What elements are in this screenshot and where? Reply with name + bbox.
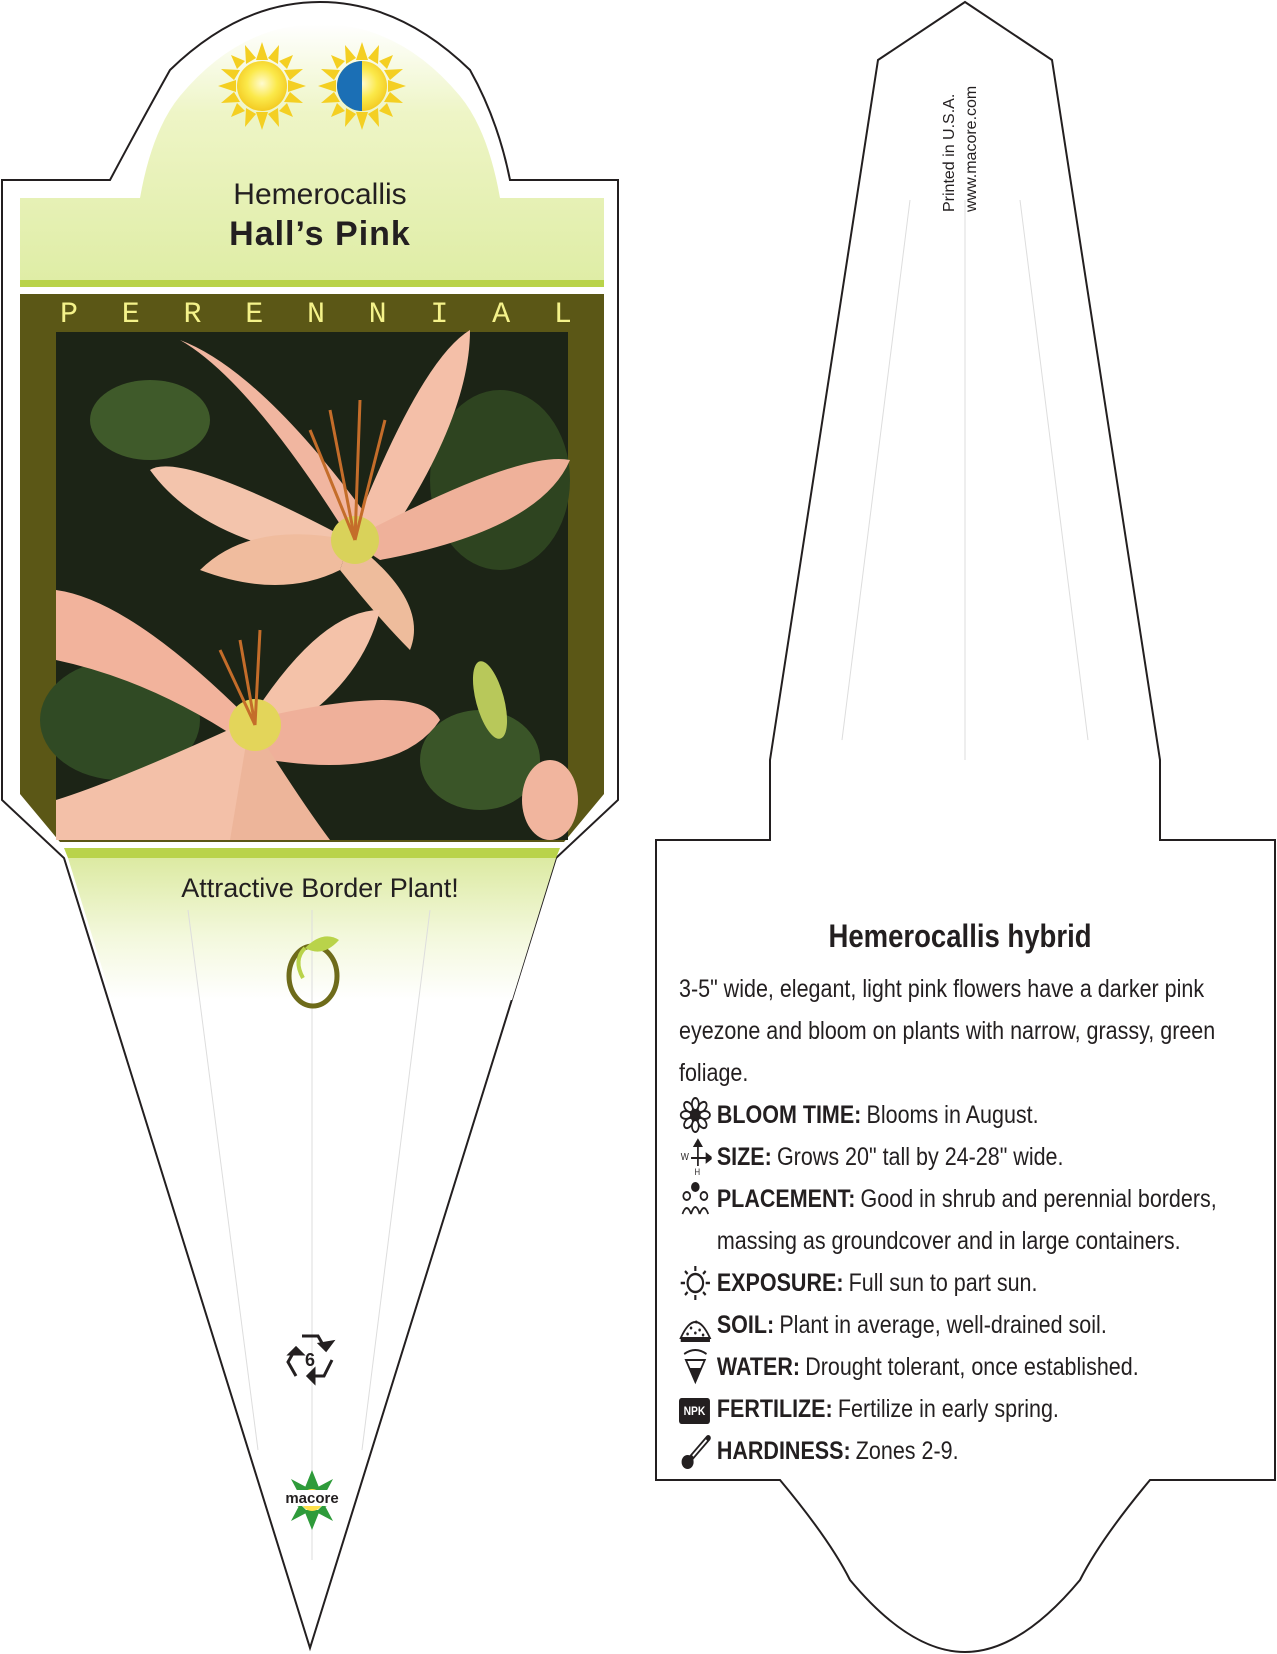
size-arrows-icon: [679, 1138, 712, 1176]
npk-badge: NPK: [679, 1398, 710, 1424]
care-text: Fertilize in early spring.: [837, 1395, 1059, 1423]
care-row-water: [679, 1346, 1255, 1388]
care-label: EXPOSURE:: [716, 1269, 844, 1297]
care-row-soil: [679, 1304, 1255, 1346]
category-letter: N: [368, 298, 387, 332]
care-text: Good in shrub and perennial borders, massing as groundcover and in large containers.: [716, 1185, 1217, 1255]
botanical-name: Hemerocallis hybrid: [828, 918, 1092, 954]
category-letter: A: [492, 298, 511, 332]
care-row-exposure: [679, 1262, 1255, 1304]
category-letter: E: [245, 298, 264, 332]
genus-name: Hemerocallis: [233, 178, 407, 211]
category-letter: L: [553, 298, 572, 332]
care-label: HARDINESS:: [716, 1437, 851, 1465]
category-banner: [60, 298, 572, 332]
care-row-size: [679, 1136, 1255, 1178]
care-label: SOIL:: [716, 1311, 775, 1339]
care-label: PLACEMENT:: [716, 1185, 856, 1213]
care-label: WATER:: [716, 1353, 801, 1381]
npk-icon: [679, 1390, 712, 1428]
care-label: BLOOM TIME:: [716, 1101, 862, 1129]
care-text: Plant in average, well-drained soil.: [779, 1311, 1107, 1339]
care-text: Blooms in August.: [866, 1101, 1039, 1129]
thermometer-icon: [679, 1432, 712, 1470]
care-text: Full sun to part sun.: [848, 1269, 1038, 1297]
category-letter: E: [121, 298, 140, 332]
care-text: Zones 2-9.: [855, 1437, 959, 1465]
care-info: [679, 968, 1255, 1472]
website: www.macore.com: [963, 85, 980, 212]
care-row-placement: [679, 1178, 1255, 1262]
brand-name: macore: [285, 1490, 339, 1507]
tagline: Attractive Border Plant!: [181, 873, 459, 903]
part-sun-icon: [318, 42, 406, 130]
sun-icon: [679, 1264, 712, 1302]
svg-text:H: H: [694, 1166, 701, 1176]
care-text: Grows 20" tall by 24-28" wide.: [776, 1143, 1064, 1171]
daylily-photo: [40, 330, 578, 840]
svg-text:W: W: [680, 1151, 689, 1163]
watering-can-icon: [679, 1348, 712, 1386]
care-row-hardiness: [679, 1430, 1255, 1472]
care-label: SIZE:: [716, 1143, 772, 1171]
care-row-bloom: [679, 1094, 1255, 1136]
care-row-fertilize: [679, 1388, 1255, 1430]
category-letter: I: [430, 298, 449, 332]
flower-icon: [679, 1096, 712, 1134]
variety-name: Hall’s Pink: [229, 215, 411, 253]
full-sun-icon: [218, 42, 306, 130]
care-text: Drought tolerant, once established.: [805, 1353, 1139, 1381]
category-letter: P: [60, 298, 79, 332]
care-label: FERTILIZE:: [716, 1395, 833, 1423]
category-letter: R: [183, 298, 202, 332]
category-letter: N: [306, 298, 325, 332]
placement-plants-icon: [679, 1180, 712, 1218]
printed-in-usa: Printed in U.S.A.: [941, 93, 958, 212]
soil-pile-icon: [679, 1306, 712, 1344]
recycle-number: 6: [304, 1350, 315, 1370]
description: 3-5" wide, elegant, light pink flowers have a darker pink eyezone and bloom on plants with narrow, grassy, green foliage.: [679, 975, 1216, 1087]
